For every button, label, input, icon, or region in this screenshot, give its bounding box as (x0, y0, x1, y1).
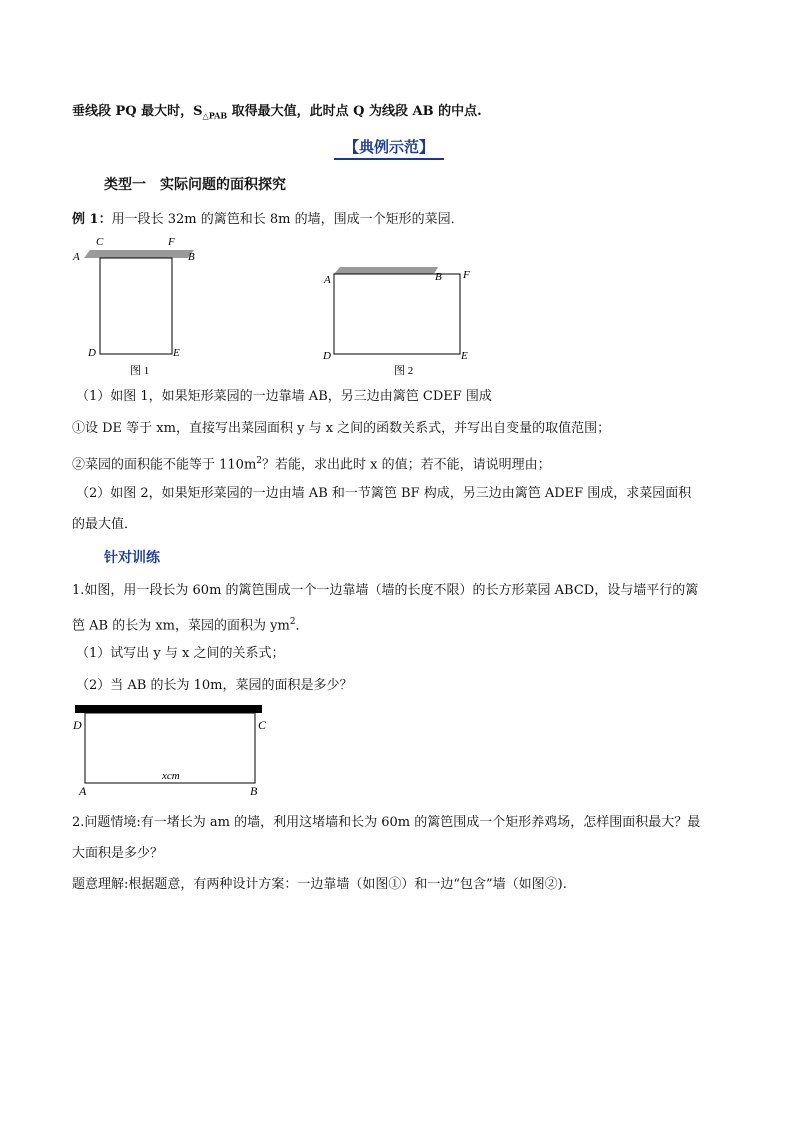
intro-line-part2: 取得最大值，此时点 Q 为线段 AB 的中点. (227, 104, 482, 119)
type1-heading: 类型一 实际问题的面积探究 (104, 177, 286, 193)
figure3 (70, 702, 280, 802)
figure1-wall (84, 250, 194, 258)
figure1-label-c: C (96, 236, 104, 248)
figure3-label-a: A (79, 784, 87, 798)
figure2-label-d: D (323, 350, 331, 362)
question1b-sup: 2 (256, 456, 263, 466)
intro-line (72, 104, 482, 124)
figure1-label-b: B (188, 251, 195, 263)
problem1-line2-pre: 笆 AB 的长为 xm，菜园的面积为 ym (72, 618, 290, 634)
problem2-line1: 2.问题情境:有一堵长为 am 的墙，利用这堵墙和长为 60m 的篱笆围成一个矩形养鸡场，怎样围面积最大？最 (72, 815, 701, 830)
figure2-label-a: A (324, 274, 331, 286)
figure2-fence (334, 274, 460, 354)
figure2 (320, 262, 480, 380)
intro-line-part1: 垂线段 PQ 最大时，S (72, 104, 203, 119)
example1-text: 用一段长 32m 的篱笆和长 8m 的墙，围成一个矩形的菜园． (111, 212, 464, 227)
figure2-label-e: E (461, 350, 468, 362)
figure1-label-f: F (168, 236, 175, 248)
problem1-line2-post: ． (295, 618, 309, 634)
figure1-label-e: E (173, 347, 180, 359)
example1 (72, 212, 464, 228)
problem1-line2-sup: 2 (289, 617, 296, 627)
figure1-label-a: A (73, 251, 80, 263)
figure3-label-b: B (250, 784, 258, 798)
figure2-caption: 图 2 (394, 365, 414, 377)
intro-line-subscript: △PAB (202, 110, 228, 121)
problem1-sub2: （2）当 AB 的长为 10m，菜园的面积是多少？ (76, 678, 353, 693)
figure3-label-d: D (73, 718, 82, 732)
question1: （1）如图 1，如果矩形菜园的一边靠墙 AB，另三边由篱笆 CDEF 围成 (76, 389, 492, 404)
problem2-line3: 题意理解:根据题意，有两种设计方案：一边靠墙（如图①）和一边“包含”墙（如图②). (72, 877, 567, 892)
figure2-label-f: F (463, 269, 470, 281)
question2-line2: 的最大值． (72, 517, 138, 532)
figure2-label-b: B (435, 271, 442, 283)
figure1 (70, 232, 210, 380)
figure3-bottom-label: xcm (162, 770, 180, 782)
question2-line1: （2）如图 2，如果矩形菜园的一边由墙 AB 和一节篱笆 BF 构成，另三边由篱笆 ADEF 围成，求菜园面积 (76, 486, 692, 501)
problem2-line2: 大面积是多少？ (72, 846, 164, 861)
figure3-label-c: C (258, 718, 267, 732)
problem1-line2 (72, 614, 309, 634)
figure1-caption: 图 1 (130, 365, 150, 377)
question1b (72, 453, 551, 473)
question1b-post: ？若能，求出此时 x 的值；若不能，请说明理由； (262, 457, 551, 473)
question1b-pre: ②菜园的面积能不能等于 110m (72, 457, 257, 473)
training-heading: 针对训练 (104, 550, 160, 566)
figure1-fence (100, 258, 172, 354)
section-title: 【典例示范】 (334, 136, 444, 160)
problem1-line1: 1.如图，用一段长为 60m 的篱笆围成一个一边靠墙（墙的长度不限）的长方形菜园 ABCD，设与墙平行的篱 (72, 583, 699, 598)
problem1-sub1: （1）试写出 y 与 x 之间的关系式； (76, 646, 285, 661)
figure1-label-d: D (88, 347, 96, 359)
example1-label: 例 1： (72, 212, 112, 227)
figure2-wall (334, 267, 438, 274)
question1a: ①设 DE 等于 xm，直接写出菜园面积 y 与 x 之间的函数关系式，并写出自变量的取值范围； (72, 421, 611, 436)
figure3-wall (75, 705, 262, 713)
